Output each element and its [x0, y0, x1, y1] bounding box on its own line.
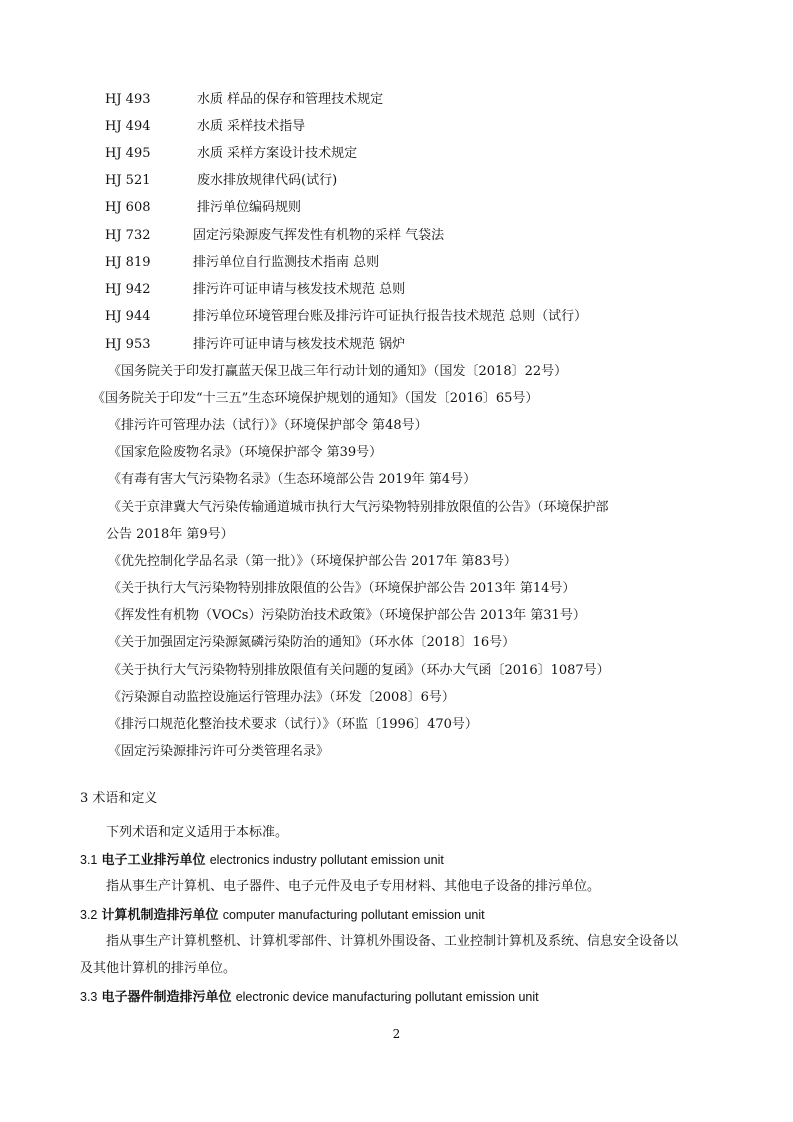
standard-code: HJ 494 [105, 119, 151, 134]
standard-code: HJ 944 [105, 309, 151, 324]
page-number: 2 [392, 1027, 401, 1041]
standard-row [105, 171, 337, 191]
standard-code: HJ 608 [105, 200, 151, 215]
reference-document: 《关于执行大气污染物特别排放限值的公告》（环境保护部公告 2013年 第14号） [108, 581, 576, 596]
reference-document: 《排污许可管理办法（试行）》（环境保护部令 第48号） [108, 418, 428, 433]
reference-document-continued: 公告 2018年 第9号） [106, 527, 234, 542]
term-chinese-name: 计算机制造排污单位 [101, 908, 219, 923]
term-english-name: electronic device manufacturing pollutant emission unit [235, 990, 539, 1004]
term-number: 3.3 [80, 990, 98, 1004]
standard-row [105, 226, 444, 246]
standard-title: 水质 采样方案设计技术规定 [197, 146, 358, 161]
standard-title: 水质 采样技术指导 [197, 119, 306, 134]
term-number: 3.1 [80, 853, 98, 867]
term-number: 3.2 [80, 908, 98, 922]
reference-document: 《排污口规范化整治技术要求（试行）》（环监〔1996〕470号） [108, 717, 478, 732]
standard-title: 排污单位自行监测技术指南 总则 [193, 255, 380, 270]
standard-title: 排污许可证申请与核发技术规范 锅炉 [193, 337, 406, 352]
standard-code: HJ 493 [105, 92, 151, 107]
reference-document: 《国家危险废物名录》（环境保护部令 第39号） [108, 445, 383, 460]
standard-title: 排污单位环境管理台账及排污许可证执行报告技术规范 总则（试行） [193, 309, 588, 324]
term-chinese-name: 电子工业排污单位 [101, 853, 206, 868]
term-definition-continued: 及其他计算机的排污单位。 [80, 961, 237, 976]
term-heading [80, 850, 444, 871]
reference-document: 《固定污染源排污许可分类管理名录》 [108, 744, 330, 759]
section-heading: 3 术语和定义 [80, 791, 158, 806]
standard-row [105, 280, 405, 300]
reference-document: 《国务院关于印发打赢蓝天保卫战三年行动计划的通知》（国发〔2018〕22号） [108, 364, 568, 379]
reference-document: 《污染源自动监控设施运行管理办法》（环发〔2008〕6号） [108, 690, 455, 705]
standard-row [105, 253, 379, 273]
standard-row [105, 198, 301, 218]
standard-row [105, 90, 383, 110]
standard-title: 排污许可证申请与核发技术规范 总则 [193, 282, 406, 297]
standard-row [105, 307, 587, 327]
reference-document: 《关于执行大气污染物特别排放限值有关问题的复函》（环办大气函〔2016〕1087号） [108, 663, 610, 678]
standard-row [105, 117, 305, 137]
reference-document: 《关于加强固定污染源氮磷污染防治的通知》（环水体〔2018〕16号） [108, 635, 516, 650]
standard-row [105, 144, 357, 164]
reference-document: 《挥发性有机物（VOCs）污染防治技术政策》（环境保护部公告 2013年 第31号） [108, 608, 586, 623]
reference-document: 《国务院关于印发“十三五”生态环境保护规划的通知》（国发〔2016〕65号） [92, 391, 539, 406]
standard-title: 废水排放规律代码(试行) [197, 173, 338, 188]
standard-title: 水质 样品的保存和管理技术规定 [197, 92, 384, 107]
reference-document: 《关于京津冀大气污染传输通道城市执行大气污染物特别排放限值的公告》（环境保护部 [108, 500, 609, 515]
term-english-name: electronics industry pollutant emission unit [209, 853, 444, 867]
term-heading [80, 987, 539, 1008]
term-heading [80, 905, 485, 926]
standard-code: HJ 732 [105, 228, 151, 243]
standard-code: HJ 942 [105, 282, 151, 297]
standard-code: HJ 953 [105, 337, 151, 352]
standard-code: HJ 819 [105, 255, 151, 270]
standard-code: HJ 521 [105, 173, 151, 188]
standard-code: HJ 495 [105, 146, 151, 161]
standard-row [105, 335, 405, 355]
reference-document: 《优先控制化学品名录（第一批）》（环境保护部公告 2017年 第83号） [108, 554, 517, 569]
section-intro: 下列术语和定义适用于本标准。 [106, 825, 289, 840]
term-definition: 指从事生产计算机整机、计算机零部件、计算机外围设备、工业控制计算机及系统、信息安全设备以 [106, 934, 679, 949]
standard-title: 排污单位编码规则 [197, 200, 302, 215]
reference-document: 《有毒有害大气污染物名录》（生态环境部公告 2019年 第4号） [108, 472, 477, 487]
term-english-name: computer manufacturing pollutant emission unit [222, 908, 485, 922]
term-chinese-name: 电子器件制造排污单位 [101, 990, 232, 1005]
term-definition: 指从事生产计算机、电子器件、电子元件及电子专用材料、其他电子设备的排污单位。 [106, 879, 601, 894]
standard-title: 固定污染源废气挥发性有机物的采样 气袋法 [193, 228, 445, 243]
